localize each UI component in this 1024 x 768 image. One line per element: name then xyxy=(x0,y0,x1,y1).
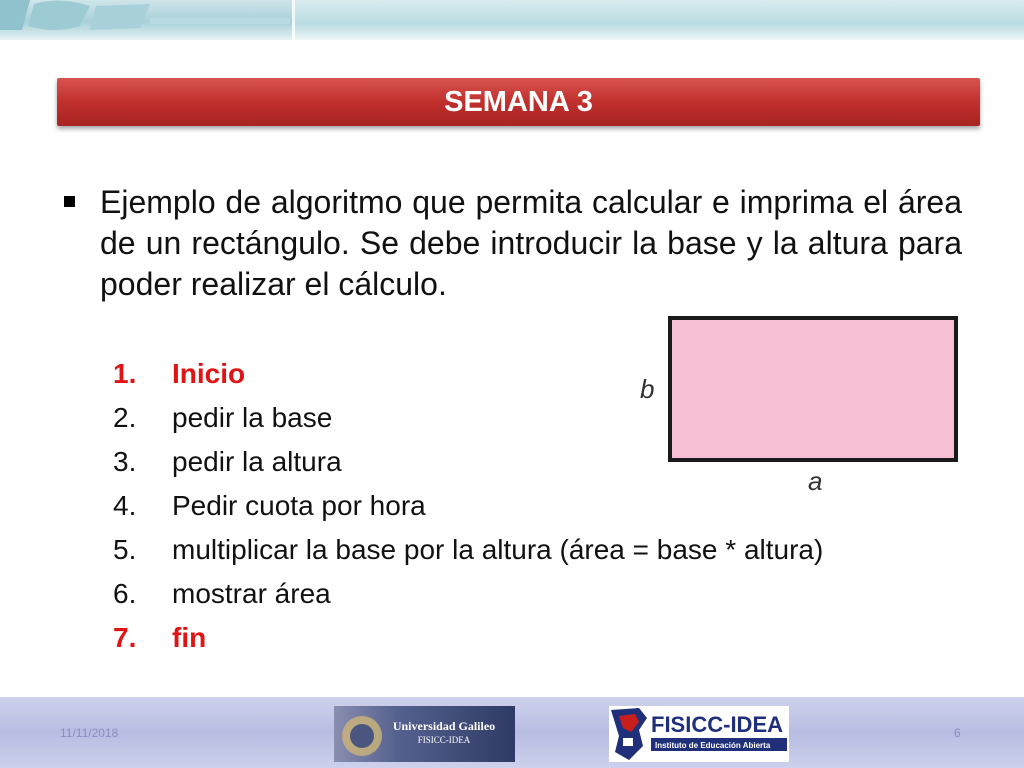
step-text: pedir la base xyxy=(172,402,333,433)
step-text: pedir la altura xyxy=(172,446,342,477)
step-number: 6. xyxy=(113,578,137,609)
slide-title-bar xyxy=(57,78,980,126)
logo-right-subtitle: Instituto de Educación Abierta xyxy=(655,741,771,750)
square-bullet-icon xyxy=(64,196,75,207)
side-label-b: b xyxy=(640,374,655,404)
step-number: 4. xyxy=(113,490,137,521)
footer-date: 11/11/2018 xyxy=(60,726,119,740)
header-gradient xyxy=(295,0,1024,40)
header-banner xyxy=(0,0,1024,40)
step-number: 1. xyxy=(113,358,137,389)
step-text: multiplicar la base por la altura (área = base * altura) xyxy=(172,534,824,565)
step-text: mostrar área xyxy=(172,578,331,609)
logo-right-name: FISICC-IDEA xyxy=(651,712,783,737)
logo-left-line1: Universidad Galileo xyxy=(392,719,496,733)
slide-number: 6 xyxy=(954,726,961,740)
step-number: 2. xyxy=(113,402,137,433)
step-text: Inicio xyxy=(172,358,246,389)
bottom-label-a: a xyxy=(808,466,823,496)
universidad-galileo-logo xyxy=(334,706,515,762)
slide-title: SEMANA 3 xyxy=(444,86,593,118)
rectangle-shape xyxy=(670,318,956,460)
list-item xyxy=(0,616,900,660)
step-text: Pedir cuota por hora xyxy=(172,490,426,521)
list-item xyxy=(0,572,900,616)
step-number: 7. xyxy=(113,622,137,653)
rectangle-diagram xyxy=(630,312,970,502)
intro-paragraph: Ejemplo de algoritmo que permita calcular e imprima el área de un rectángulo. Se debe introducir la base y la altura para poder realizar el cálculo. xyxy=(100,184,962,302)
header-logo-graphic xyxy=(0,0,300,36)
logo-left-line2: FISICC-IDEA xyxy=(417,735,471,745)
step-number: 3. xyxy=(113,446,137,477)
fisicc-idea-logo xyxy=(609,706,789,762)
step-number: 5. xyxy=(113,534,137,565)
step-text: fin xyxy=(172,622,207,653)
list-item xyxy=(0,528,900,572)
